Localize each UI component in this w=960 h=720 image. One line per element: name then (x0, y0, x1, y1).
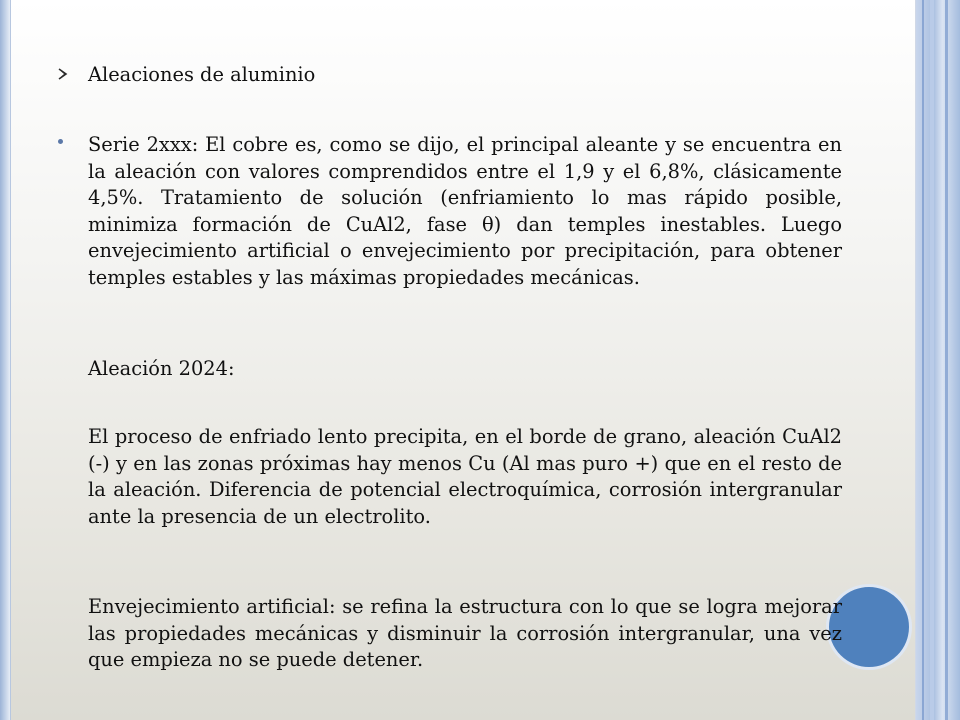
paragraph-envejecimiento: Envejecimiento artificial: se refina la estructura con lo que se logra mejorar las propiedades mecánicas y disminuir la corrosión intergranular, una vez que empieza no se puede detener. (88, 595, 842, 672)
slide-content (56, 62, 842, 672)
paragraph-aleacion-2024: Aleación 2024: (88, 357, 235, 380)
dot-bullet-icon (58, 139, 63, 144)
right-decorative-line (922, 0, 924, 720)
left-decorative-bar (0, 0, 11, 720)
slide-heading: Aleaciones de aluminio (88, 63, 316, 86)
heading-row (56, 62, 842, 92)
paragraph-serie-2xxx: Serie 2xxx: El cobre es, como se dijo, el principal aleante y se encuentra en la aleación con valores comprendidos entre el 1,9 y el 6,8%, clásicamente 4,5%. Tratamiento de solución (enfriamiento lo mas rápido posible, minimiza formación de CuAl2, fase θ) dan temples inestables. Luego envejecimiento artificial o envejecimiento por precipitación, para obtener temples estables y las máximas propiedades mecánicas. (88, 133, 842, 289)
arrow-bullet-icon (56, 67, 70, 81)
right-decorative-line (930, 0, 934, 720)
paragraph-proceso-enfriado: El proceso de enfriado lento precipita, en el borde de grano, aleación CuAl2 (-) y en las zonas próximas hay menos Cu (Al mas puro +) que en el resto de la aleación. Diferencia de potencial electroquímica, corrosión intergranular ante la presencia de un electrolito. (88, 425, 842, 528)
right-decorative-line (945, 0, 948, 720)
